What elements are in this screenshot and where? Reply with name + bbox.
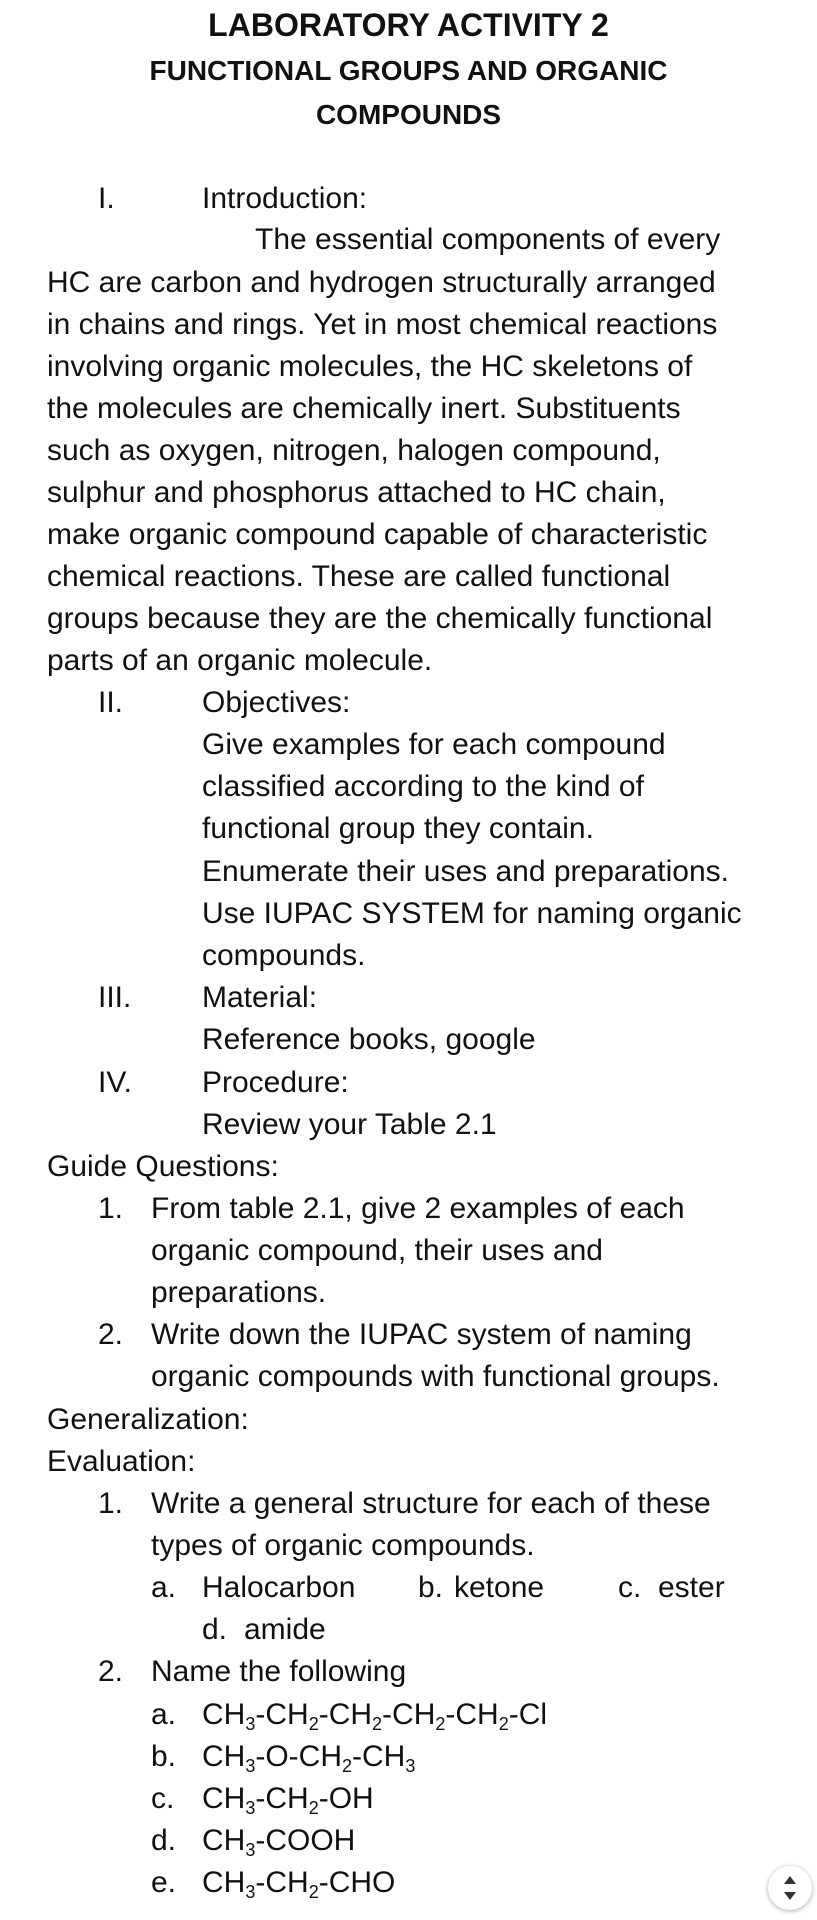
page-subtitle-line-1: FUNCTIONAL GROUPS AND ORGANIC	[149, 55, 668, 86]
chemical-formula: $CH_3-CH_2-OH$	[202, 1782, 374, 1818]
question-line: Write a general structure for each of these	[151, 1487, 711, 1520]
chemical-formula: $CH_3-CH_2$-CHO	[202, 1866, 396, 1902]
paragraph-line: in chains and rings. Yet in most chemical reactions	[47, 308, 718, 341]
option-text: Halocarbon	[202, 1571, 356, 1604]
paragraph-line: the molecules are chemically inert. Substituents	[47, 392, 681, 425]
paragraph-line: The essential components of every	[255, 223, 721, 256]
option-text: ketone	[454, 1571, 545, 1604]
formula-letter: b.	[151, 1740, 177, 1773]
question-line: organic compound, their uses and	[151, 1234, 603, 1267]
formula-letter: a.	[151, 1698, 177, 1731]
formula-letter: d.	[151, 1824, 177, 1857]
option-letter: b.	[418, 1571, 444, 1604]
objective-line: classified according to the kind of	[202, 770, 644, 803]
option-letter: d.	[202, 1613, 228, 1646]
guide-questions-heading: Guide Questions:	[47, 1150, 279, 1183]
section-heading: Procedure:	[202, 1066, 349, 1099]
section-heading: Introduction:	[202, 182, 368, 215]
objective-line: Use IUPAC SYSTEM for naming organic	[202, 897, 742, 930]
paragraph-line: sulphur and phosphorus attached to HC chain,	[47, 476, 666, 509]
chemical-formula: $CH_3-CH_2-CH_2-CH_2-CH_2-Cl$	[202, 1698, 548, 1734]
page-title: LABORATORY ACTIVITY 2	[208, 7, 609, 43]
option-text: ester	[658, 1571, 725, 1604]
paragraph-line: HC are carbon and hydrogen structurally arranged	[47, 266, 716, 299]
objective-line: compounds.	[202, 939, 366, 972]
objective-line: functional group they contain.	[202, 812, 594, 845]
question-number: 2.	[98, 1655, 124, 1688]
section-numeral: II.	[98, 686, 124, 719]
section-numeral: IV.	[98, 1066, 132, 1099]
section-heading: Objectives:	[202, 686, 351, 719]
objective-line: Enumerate their uses and preparations.	[202, 855, 729, 888]
evaluation-heading: Evaluation:	[47, 1445, 196, 1478]
section-heading: Material:	[202, 981, 318, 1014]
option-letter: a.	[151, 1571, 177, 1604]
page-nav-arrows-icon	[768, 1866, 812, 1910]
section-numeral: I.	[98, 182, 115, 215]
paragraph-line: chemical reactions. These are called functional	[47, 560, 671, 593]
question-line: preparations.	[151, 1276, 327, 1309]
question-line: types of organic compounds.	[151, 1529, 535, 1562]
question-line: Write down the IUPAC system of naming	[151, 1318, 692, 1351]
paragraph-line: groups because they are the chemically functional	[47, 602, 713, 635]
option-letter: c.	[618, 1571, 642, 1604]
chemical-formula: $CH_3-O-CH_2-CH_3$	[202, 1740, 416, 1776]
question-number: 1.	[98, 1487, 124, 1520]
paragraph-line: make organic compound capable of characteristic	[47, 518, 708, 551]
procedure-text: Review your Table 2.1	[202, 1108, 497, 1141]
material-text: Reference books, google	[202, 1023, 536, 1056]
formula-letter: c.	[151, 1782, 175, 1815]
chemical-formula: $CH_3$-COOH	[202, 1824, 356, 1860]
page-nav-button[interactable]	[768, 1866, 812, 1910]
objective-line: Give examples for each compound	[202, 728, 666, 761]
paragraph-line: parts of an organic molecule.	[47, 644, 433, 677]
generalization-heading: Generalization:	[47, 1403, 249, 1436]
question-number: 1.	[98, 1192, 124, 1225]
option-text: amide	[244, 1613, 326, 1646]
question-line: organic compounds with functional groups.	[151, 1360, 720, 1393]
paragraph-line: involving organic molecules, the HC skeletons of	[47, 350, 693, 383]
paragraph-line: such as oxygen, nitrogen, halogen compound,	[47, 434, 661, 467]
formula-letter: e.	[151, 1866, 177, 1899]
question-line: From table 2.1, give 2 examples of each	[151, 1192, 685, 1225]
question-text: Name the following	[151, 1655, 407, 1688]
question-number: 2.	[98, 1318, 124, 1351]
section-numeral: III.	[98, 981, 132, 1014]
page-subtitle-line-2: COMPOUNDS	[315, 99, 502, 130]
